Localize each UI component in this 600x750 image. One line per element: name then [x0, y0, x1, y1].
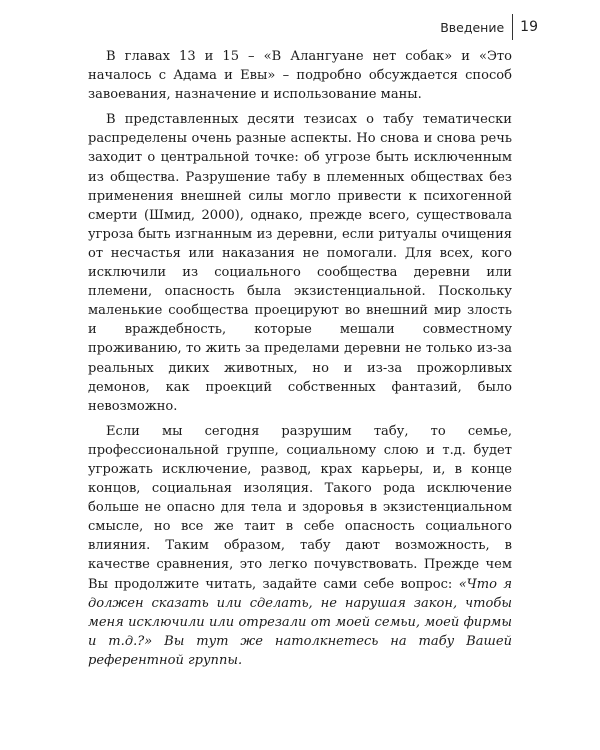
page-number: 19 — [520, 19, 538, 35]
body-text — [88, 47, 512, 676]
paragraph-1-text: В главах 13 и 15 – «В Алангуане нет собак» и «Это началось с Адама и Евы» – подробно обсуждается способ завоевания, назначение и использование маны. — [88, 49, 512, 103]
running-header — [440, 13, 538, 41]
paragraph-3-italic-question: «Что я должен сказать или сделать, не нарушая закон, чтобы меня исключили или отрезали от моей семьи, моей фирмы и т.д.?» Вы тут же натолкнетесь на табу Вашей референтной группы. — [88, 576, 512, 668]
paragraph-3 — [88, 422, 512, 670]
paragraph-1 — [88, 47, 512, 104]
paragraph-2-text: В представленных десяти тезисах о табу тематически распределены очень разные аспекты. Но снова и снова речь заходит о центральной точке: об угрозе быть исключенным из общества. Разрушение табу в племенных обществах без применения внешней силы могло привести к психогенной смерти (Шмид, 2000), однако, прежде всего, существовала угроза быть изгнанным из деревни, если ритуалы очищения от несчастья или наказания не помогали. Для всех, кого исключили из социального сообщества деревни или племени, опасность была экзистенциальной. Поскольку маленькие сообщества проецируют во внешний мир злость и враждебность, которые мешали совместному проживанию, то жить за пределами деревни не только из-за реальных диких животных, но и из-за прожорливых демонов, как проекций собственных фантазий, было невозможно. — [88, 112, 512, 414]
paragraph-2 — [88, 110, 512, 416]
header-section-title: Введение — [440, 19, 505, 35]
paragraph-3-text: Если мы сегодня разрушим табу, то семье, профессиональной группе, социальному слою и т.д. будет угрожать исключение, развод, крах карьеры, и, в конце концов, социальная изоляция. Такого рода исключение больше не опасно для тела и здоровья в экзистенциальном смысле, но все же таит в себе опасность социального влияния. Таким образом, табу дают возможность, в качестве сравнения, это легко почувствовать. Прежде чем Вы продолжите читать, задайте сами себе вопрос: — [88, 423, 512, 592]
